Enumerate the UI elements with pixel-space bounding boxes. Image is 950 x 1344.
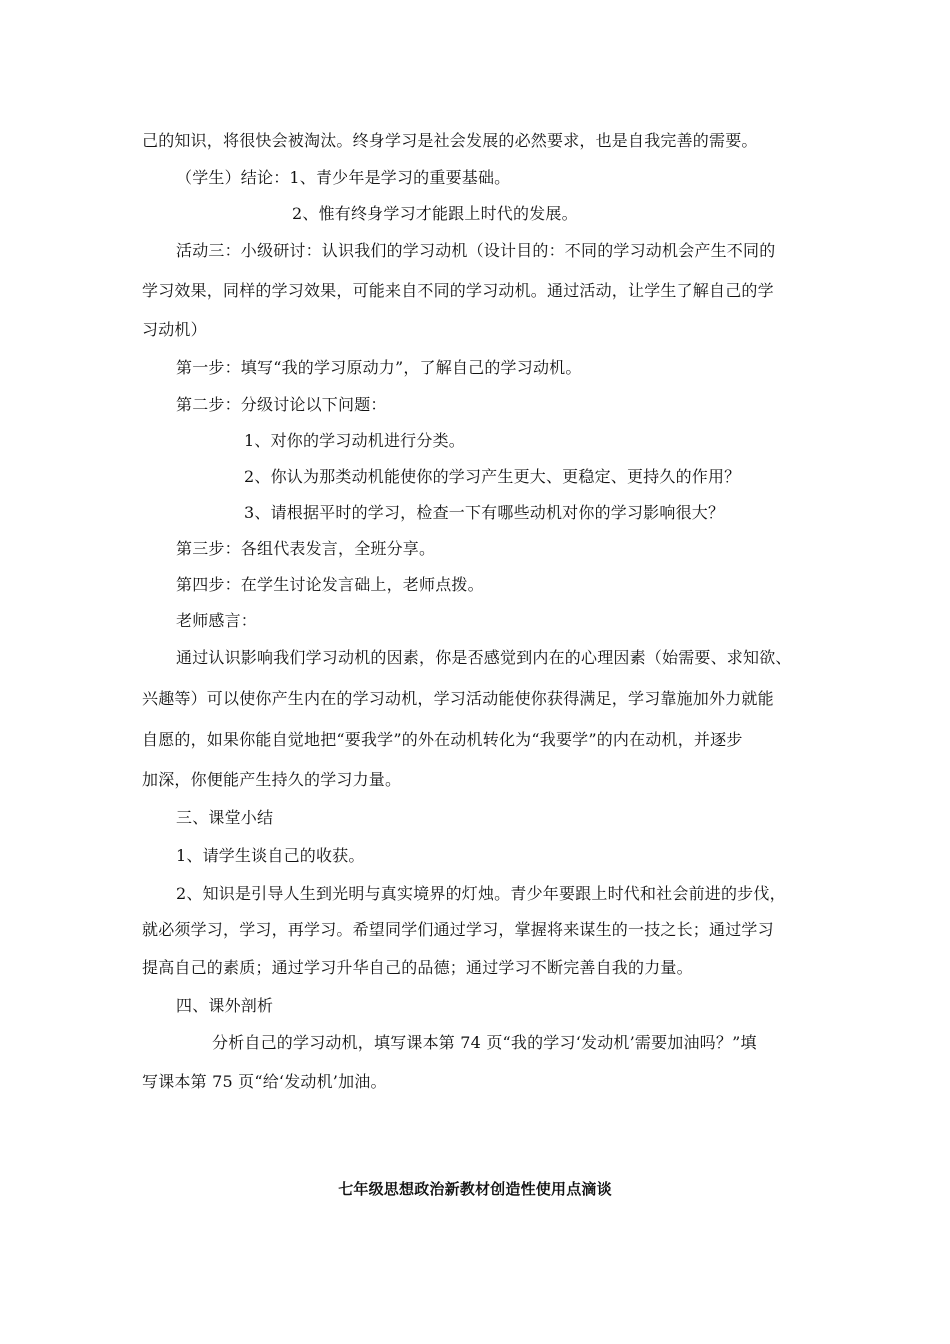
text-line: 兴趣等）可以使你产生内在的学习动机，学习活动能使你获得满足，学习靠施加外力就能 [142, 689, 774, 708]
text-line: 分析自己的学习动机，填写课本第 74 页“我的学习‘发动机’需要加油吗？”填 [212, 1033, 757, 1052]
text-line: 自愿的，如果你能自觉地把“要我学”的外在动机转化为“我要学”的内在动机，并逐步 [142, 730, 743, 749]
text-line: 老师感言： [176, 611, 258, 630]
text-line: 习动机） [142, 320, 207, 339]
text-line: 通过认识影响我们学习动机的因素，你是否感觉到内在的心理因素（始需要、求知欲、 [176, 648, 792, 667]
text-line: 提高自己的素质；通过学习升华自己的品德；通过学习不断完善自我的力量。 [142, 958, 693, 977]
text-line: 加深，你便能产生持久的学习力量。 [142, 770, 402, 789]
text-line: 1、请学生谈自己的收获。 [176, 846, 365, 865]
text-line: 2、惟有终身学习才能跟上时代的发展。 [292, 204, 578, 223]
text-line: 学习效果，同样的学习效果，可能来自不同的学习动机。通过活动，让学生了解自己的学 [142, 281, 774, 300]
text-line: 就必须学习，学习，再学习。希望同学们通过学习，掌握将来谋生的一技之长；通过学习 [142, 920, 774, 939]
text-line: 2、你认为那类动机能使你的学习产生更大、更稳定、更持久的作用？ [244, 467, 741, 486]
text-line: 第二步：分级讨论以下问题： [176, 395, 387, 414]
text-line: 己的知识，将很快会被淘汰。终身学习是社会发展的必然要求，也是自我完善的需要。 [142, 131, 758, 150]
text-line: 第四步：在学生讨论发言础上，老师点拨。 [176, 575, 484, 594]
text-line: 活动三：小级研讨：认识我们的学习动机（设计目的：不同的学习动机会产生不同的 [176, 241, 776, 260]
article-title: 七年级思想政治新教材创造性使用点滴谈 [338, 1180, 612, 1198]
text-line: 四、课外剖析 [176, 996, 274, 1015]
text-line: （学生）结论：1、青少年是学习的重要基础。 [176, 168, 511, 187]
text-line: 1、对你的学习动机进行分类。 [244, 431, 465, 450]
text-line: 三、课堂小结 [176, 808, 274, 827]
text-line: 写课本第 75 页“给‘发动机’加油。 [142, 1072, 387, 1091]
text-line: 第三步：各组代表发言，全班分享。 [176, 539, 436, 558]
text-line: 第一步：填写“我的学习原动力”，了解自己的学习动机。 [176, 358, 582, 377]
text-line: 3、请根据平时的学习，检查一下有哪些动机对你的学习影响很大？ [244, 503, 725, 522]
text-line: 2、知识是引导人生到光明与真实境界的灯烛。青少年要跟上时代和社会前进的步伐， [176, 884, 786, 903]
